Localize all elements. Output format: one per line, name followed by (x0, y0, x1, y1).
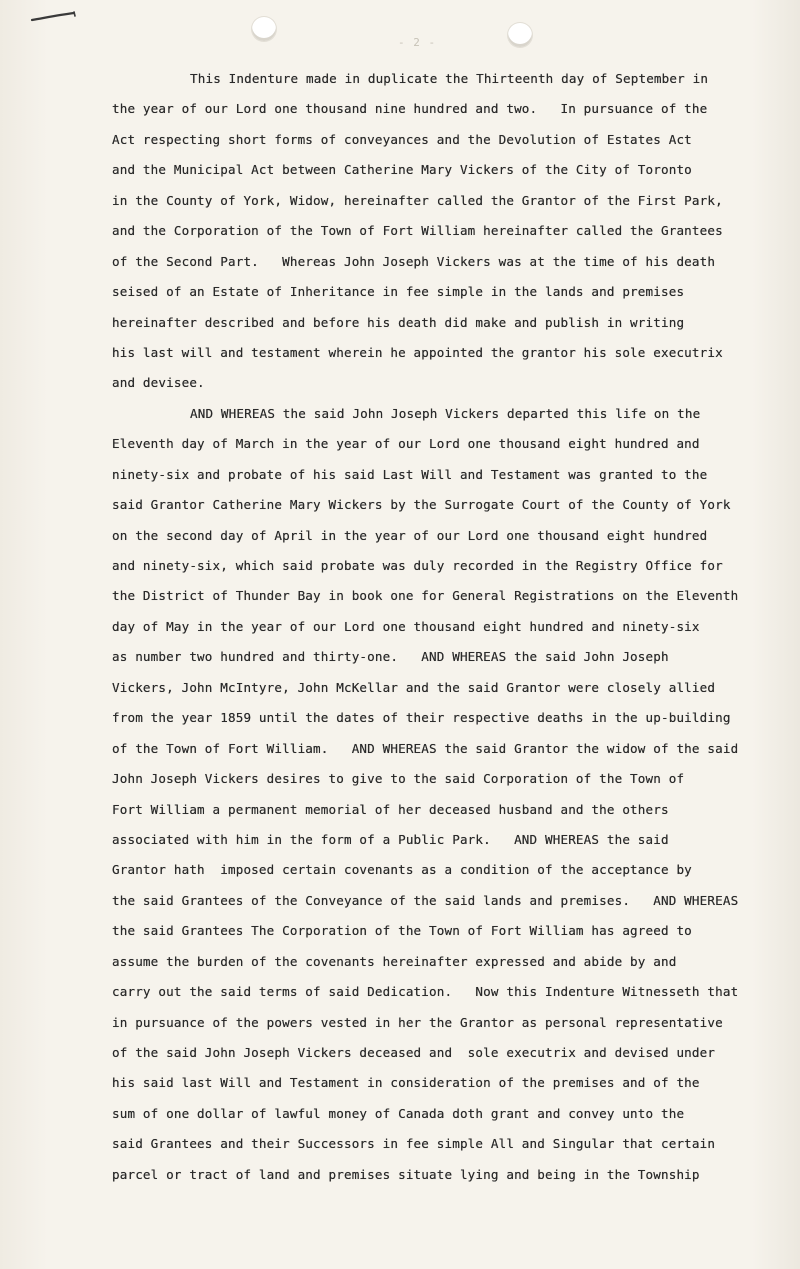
text-line: said Grantor Catherine Mary Wickers by the Surrogate Court of the County of York (112, 497, 731, 513)
text-line: the said Grantees of the Conveyance of the said lands and premises. AND WHEREAS (112, 892, 739, 908)
text-line: Fort William a permanent memorial of her deceased husband and the others (112, 801, 669, 817)
text-line: on the second day of April in the year of our Lord one thousand eight hundred (112, 527, 708, 543)
text-line: and ninety-six, which said probate was duly recorded in the Registry Office for (112, 558, 723, 573)
text-line: and devisee. (112, 375, 205, 391)
text-line: assume the burden of the covenants hereinafter expressed and abide by and (112, 953, 677, 969)
text-line: the District of Thunder Bay in book one for General Registrations on the Eleventh (112, 588, 739, 604)
text-line: of the Second Part. Whereas John Joseph Vickers was at the time of his death (112, 253, 716, 269)
text-line: This Indenture made in duplicate the Thirteenth day of September in (190, 71, 709, 86)
text-line: day of May in the year of our Lord one thousand eight hundred and ninety-six (112, 618, 700, 634)
text-line: Eleventh day of March in the year of our Lord one thousand eight hundred and (112, 436, 700, 452)
text-line: hereinafter described and before his death did make and publish in writing (112, 314, 685, 330)
text-line: in the County of York, Widow, hereinafter called the Grantor of the First Park, (112, 192, 723, 208)
punch-hole-icon (508, 23, 532, 47)
text-line: and the Corporation of the Town of Fort William hereinafter called the Grantees (112, 223, 723, 239)
text-line: the said Grantees The Corporation of the Town of Fort William has agreed to (112, 923, 692, 939)
punch-hole-icon (252, 17, 276, 41)
text-line: in pursuance of the powers vested in her the Grantor as personal representative (112, 1014, 723, 1030)
text-line: seised of an Estate of Inheritance in fee simple in the lands and premises (112, 284, 685, 300)
text-line: as number two hundred and thirty-one. AND WHEREAS the said John Joseph (112, 649, 669, 665)
document-body (112, 64, 772, 1190)
text-line: Grantor hath imposed certain covenants as a condition of the acceptance by (112, 862, 692, 878)
pencil-mark-icon (30, 10, 78, 24)
text-line: from the year 1859 until the dates of their respective deaths in the up-building (112, 710, 731, 726)
text-line: associated with him in the form of a Public Park. AND WHEREAS the said (112, 831, 669, 847)
text-line: carry out the said terms of said Dedication. Now this Indenture Witnesseth that (112, 984, 739, 1000)
text-line: and the Municipal Act between Catherine Mary Vickers of the City of Toronto (112, 162, 692, 178)
text-line: said Grantees and their Successors in fee simple All and Singular that certain (112, 1136, 716, 1152)
text-line: of the Town of Fort William. AND WHEREAS the said Grantor the widow of the said (112, 740, 739, 756)
text-line: Vickers, John McIntyre, John McKellar and the said Grantor were closely allied (112, 679, 716, 695)
text-line: the year of our Lord one thousand nine hundred and two. In pursuance of the (112, 101, 708, 117)
text-line: ninety-six and probate of his said Last Will and Testament was granted to the (112, 466, 708, 482)
text-line: AND WHEREAS the said John Joseph Vickers departed this life on the (190, 405, 701, 421)
text-line: Act respecting short forms of conveyances and the Devolution of Estates Act (112, 131, 692, 147)
text-line: parcel or tract of land and premises situate lying and being in the Township (112, 1166, 700, 1182)
text-line: of the said John Joseph Vickers deceased and sole executrix and devised under (112, 1045, 716, 1060)
text-line: sum of one dollar of lawful money of Canada doth grant and convey unto the (112, 1105, 685, 1121)
text-line: his said last Will and Testament in consideration of the premises and of the (112, 1075, 700, 1091)
text-line: his last will and testament wherein he appointed the grantor his sole executrix (112, 344, 723, 360)
page-number: - 2 - (398, 36, 437, 49)
text-line: John Joseph Vickers desires to give to the said Corporation of the Town of (112, 771, 685, 787)
